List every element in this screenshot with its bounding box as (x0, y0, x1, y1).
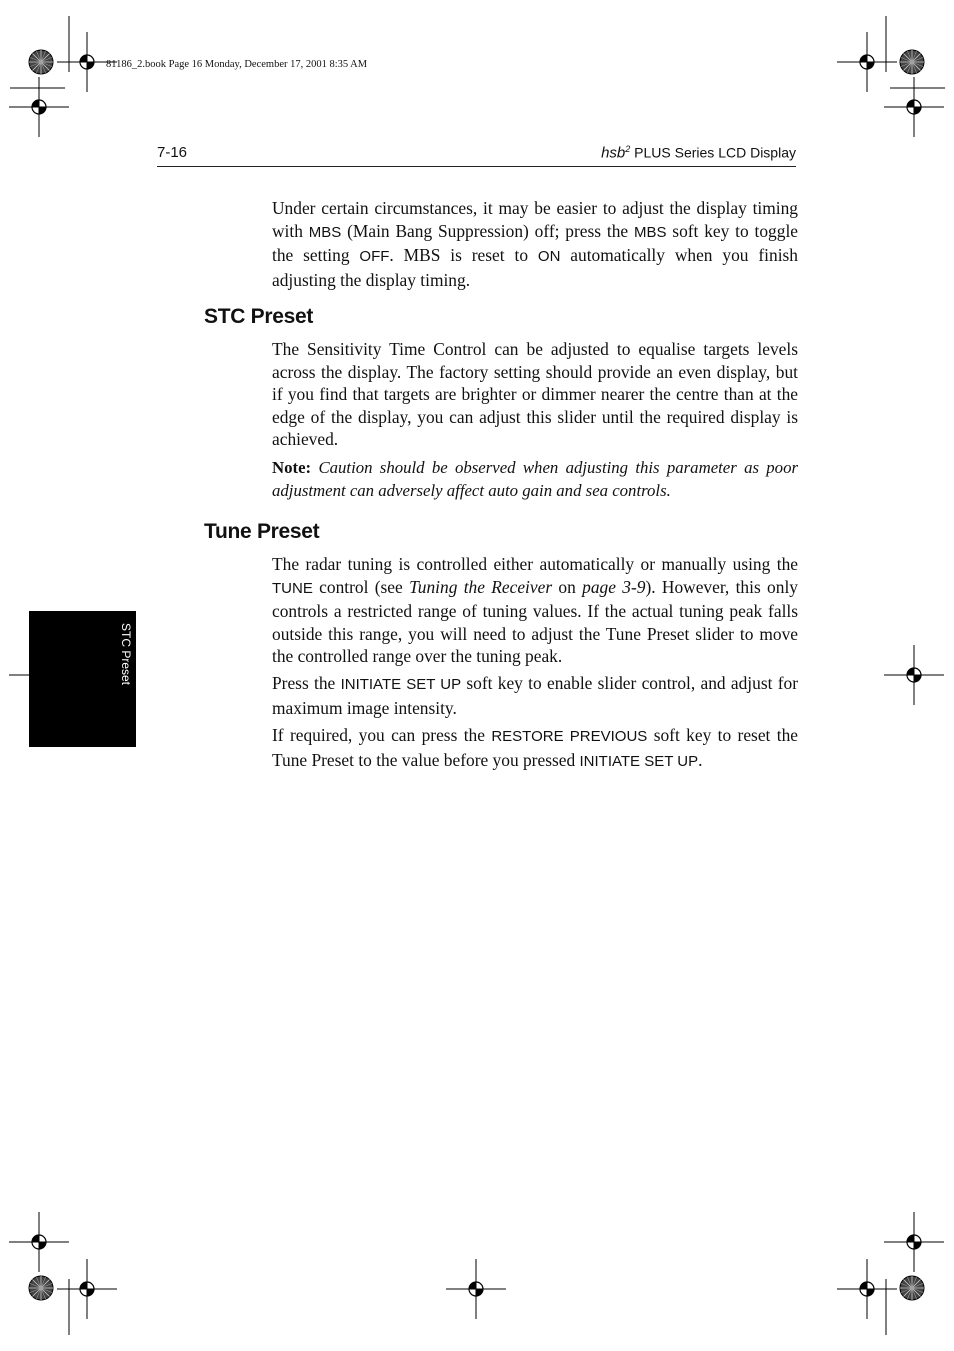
page-reference: page 3-9 (582, 576, 646, 597)
cross-reference: Tuning the Receiver (409, 576, 553, 597)
key-label: MBS (633, 223, 667, 241)
key-label: TUNE (272, 579, 313, 597)
text-run: soft key to reset the Tune Preset to the value before you pressed (272, 725, 798, 770)
text-run: (Main Bang Suppression) off; press the (341, 220, 634, 241)
key-label: INITIATE SET UP (340, 676, 462, 693)
text-run: If required, you can press the (272, 725, 492, 745)
print-info: 81186_2.book Page 16 Monday, December 17, 2001 8:35 AM (106, 59, 368, 70)
text-run: Press the (272, 673, 341, 693)
brand-name: hsb (601, 144, 626, 162)
stc-preset-heading: STC Preset (204, 305, 314, 328)
text-run: soft key to enable slider control, and adjust for maximum image intensity. (272, 673, 798, 718)
starburst-registration-mark (29, 50, 924, 1300)
stc-paragraph: The Sensitivity Time Control can be adjusted to equalise targets levels across the display. The factory setting should provide an even display, but if you find that targets are brighter or dimmer nearer the centre than at the edge of the display, you can adjust this slider until the required display is achieved. (272, 339, 798, 450)
text-run: ). However, this only controls a restricted range of tuning values. If the actual tuning peak falls outside this range, you will need to adjust the Tune Preset slider to move the controlled range over the tuning peak. (272, 576, 798, 667)
note-text: Caution should be observed when adjusting this parameter as poor adjustment can adversely affect auto gain and sea controls. (272, 458, 798, 500)
key-label: MBS (308, 223, 342, 241)
text-run: on (552, 576, 583, 597)
key-label: ON (537, 248, 561, 266)
note-label: Note: (272, 458, 312, 477)
text-run: automatically when you finish adjusting the display timing. (272, 245, 798, 290)
tune-preset-heading: Tune Preset (204, 520, 320, 543)
text-run: . MBS is reset to (389, 245, 538, 266)
page-number: 7-16 (157, 144, 188, 161)
text-run: . (698, 749, 703, 770)
key-label: OFF (359, 248, 390, 266)
key-label: RESTORE PREVIOUS (491, 728, 648, 745)
key-label: INITIATE SET UP (579, 752, 699, 770)
crosshair-registration-mark (9, 32, 944, 1319)
text-run: The radar tuning is controlled either automatically or manually using the (272, 554, 798, 574)
text-run: Under certain circumstances, it may be easier to adjust the display timing with (272, 198, 798, 241)
side-tab-label: STC Preset (119, 623, 133, 686)
brand-superscript: 2 (625, 144, 631, 154)
text-run: control (see (312, 576, 410, 597)
text-run: soft key to toggle the setting (272, 220, 799, 266)
running-title-rest: PLUS Series LCD Display (630, 144, 796, 161)
